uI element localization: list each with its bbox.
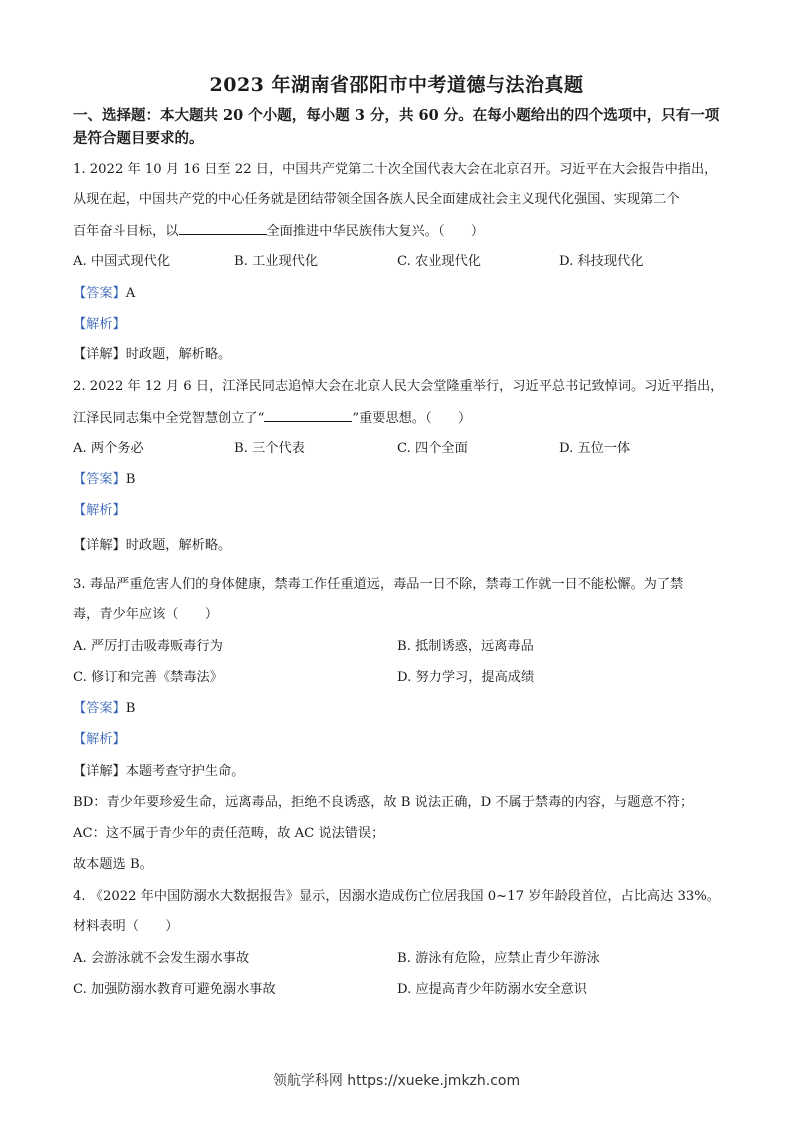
q3-stem-line-1: 3. 毒品严重危害人们的身体健康，禁毒工作任重道远，毒品一日不除，禁毒工作就一日不能松懈。为了禁 bbox=[73, 577, 684, 592]
q3-option-b: B. 抵制诱惑，远离毒品 bbox=[397, 639, 534, 654]
detail-text: 时政题，解析略。 bbox=[125, 538, 232, 553]
q1-option-a: A. 中国式现代化 bbox=[73, 254, 171, 269]
detail-label: 【详解】 bbox=[73, 347, 126, 362]
detail-label: 【详解】 bbox=[73, 764, 126, 779]
q3-explanation-2: AC：这不属于青少年的责任范畴，故 AC 说法错误； bbox=[73, 826, 385, 841]
q1-detail bbox=[73, 345, 231, 365]
q4-option-c: C. 加强防溺水教育可避免溺水事故 bbox=[73, 982, 276, 997]
detail-text: 时政题，解析略。 bbox=[125, 347, 232, 362]
answer-value: B bbox=[125, 701, 136, 716]
q1-stem-pre: 百年奋斗目标，以 bbox=[73, 224, 179, 239]
q3-detail bbox=[73, 762, 244, 782]
q3-option-d: D. 努力学习，提高成绩 bbox=[397, 670, 535, 685]
q1-stem-line-1: 1. 2022 年 10 月 16 日至 22 日，中国共产党第二十次全国代表大会在北京召开。习近平在大会报告中指出， bbox=[73, 162, 718, 177]
q1-analysis-label: 【解析】 bbox=[73, 317, 126, 332]
q4-stem-line-1: 4. 《2022 年中国防溺水大数据报告》显示，因溺水造成伤亡位居我国 0~17 岁年龄段首位，占比高达 33%。 bbox=[73, 889, 720, 904]
q2-answer bbox=[73, 470, 135, 490]
q2-analysis-label: 【解析】 bbox=[73, 503, 126, 518]
answer-value: B bbox=[125, 472, 136, 487]
q2-detail bbox=[73, 536, 231, 556]
q2-stem-line-1: 2. 2022 年 12 月 6 日，江泽民同志追悼大会在北京人民大会堂隆重举行，习近平总书记致悼词。习近平指出， bbox=[73, 379, 724, 394]
q2-option-d: D. 五位一体 bbox=[559, 441, 631, 456]
q2-option-a: A. 两个务必 bbox=[73, 441, 144, 456]
answer-blank bbox=[179, 220, 267, 235]
answer-blank bbox=[264, 407, 352, 422]
page-footer: 领航学科网 https://xueke.jmkzh.com bbox=[272, 1073, 521, 1089]
q2-stem-pre: 江泽民同志集中全党智慧创立了“ bbox=[73, 411, 265, 426]
section-heading: 一、选择题：本大题共 20 个小题，每小题 3 分，共 60 分。在每小题给出的四个选项中，只有一项是符合题目要求的。 bbox=[73, 107, 720, 147]
q4-stem-line-2: 材料表明（ ） bbox=[73, 919, 179, 934]
q4-option-b: B. 游泳有危险，应禁止青少年游泳 bbox=[397, 951, 600, 966]
answer-label: 【答案】 bbox=[73, 701, 126, 716]
q2-option-b: B. 三个代表 bbox=[234, 441, 305, 456]
q1-option-b: B. 工业现代化 bbox=[234, 254, 319, 269]
q3-analysis-label: 【解析】 bbox=[73, 732, 126, 747]
q3-answer bbox=[73, 699, 135, 719]
q1-option-d: D. 科技现代化 bbox=[559, 254, 644, 269]
q3-option-c: C. 修订和完善《禁毒法》 bbox=[73, 670, 223, 685]
page-title: 2023 年湖南省邵阳市中考道德与法治真题 bbox=[209, 74, 584, 96]
q3-conclusion: 故本题选 B。 bbox=[73, 857, 153, 872]
q2-stem-line-2 bbox=[73, 407, 471, 429]
detail-text: 本题考查守护生命。 bbox=[125, 764, 245, 779]
answer-value: A bbox=[125, 286, 136, 301]
q4-option-d: D. 应提高青少年防溺水安全意识 bbox=[397, 982, 587, 997]
q1-stem-line-3 bbox=[73, 220, 484, 242]
q1-stem-post: 全面推进中华民族伟大复兴。（ ） bbox=[266, 224, 485, 239]
q3-option-a: A. 严厉打击吸毒贩毒行为 bbox=[73, 639, 223, 654]
q1-stem-line-2: 从现在起，中国共产党的中心任务就是团结带领全国各族人民全面建成社会主义现代化强国、实现第二个 bbox=[73, 192, 680, 207]
q3-explanation-1: BD：青少年要珍爱生命，远离毒品，拒绝不良诱惑，故 B 说法正确，D 不属于禁毒的内容，与题意不符； bbox=[73, 795, 694, 810]
q3-stem-line-2: 毒，青少年应该（ ） bbox=[73, 607, 219, 622]
answer-label: 【答案】 bbox=[73, 472, 126, 487]
q1-answer bbox=[73, 284, 135, 304]
q2-stem-post: ”重要思想。（ ） bbox=[352, 411, 472, 426]
detail-label: 【详解】 bbox=[73, 538, 126, 553]
q2-option-c: C. 四个全面 bbox=[397, 441, 468, 456]
answer-label: 【答案】 bbox=[73, 286, 126, 301]
q1-option-c: C. 农业现代化 bbox=[397, 254, 481, 269]
q4-option-a: A. 会游泳就不会发生溺水事故 bbox=[73, 951, 250, 966]
